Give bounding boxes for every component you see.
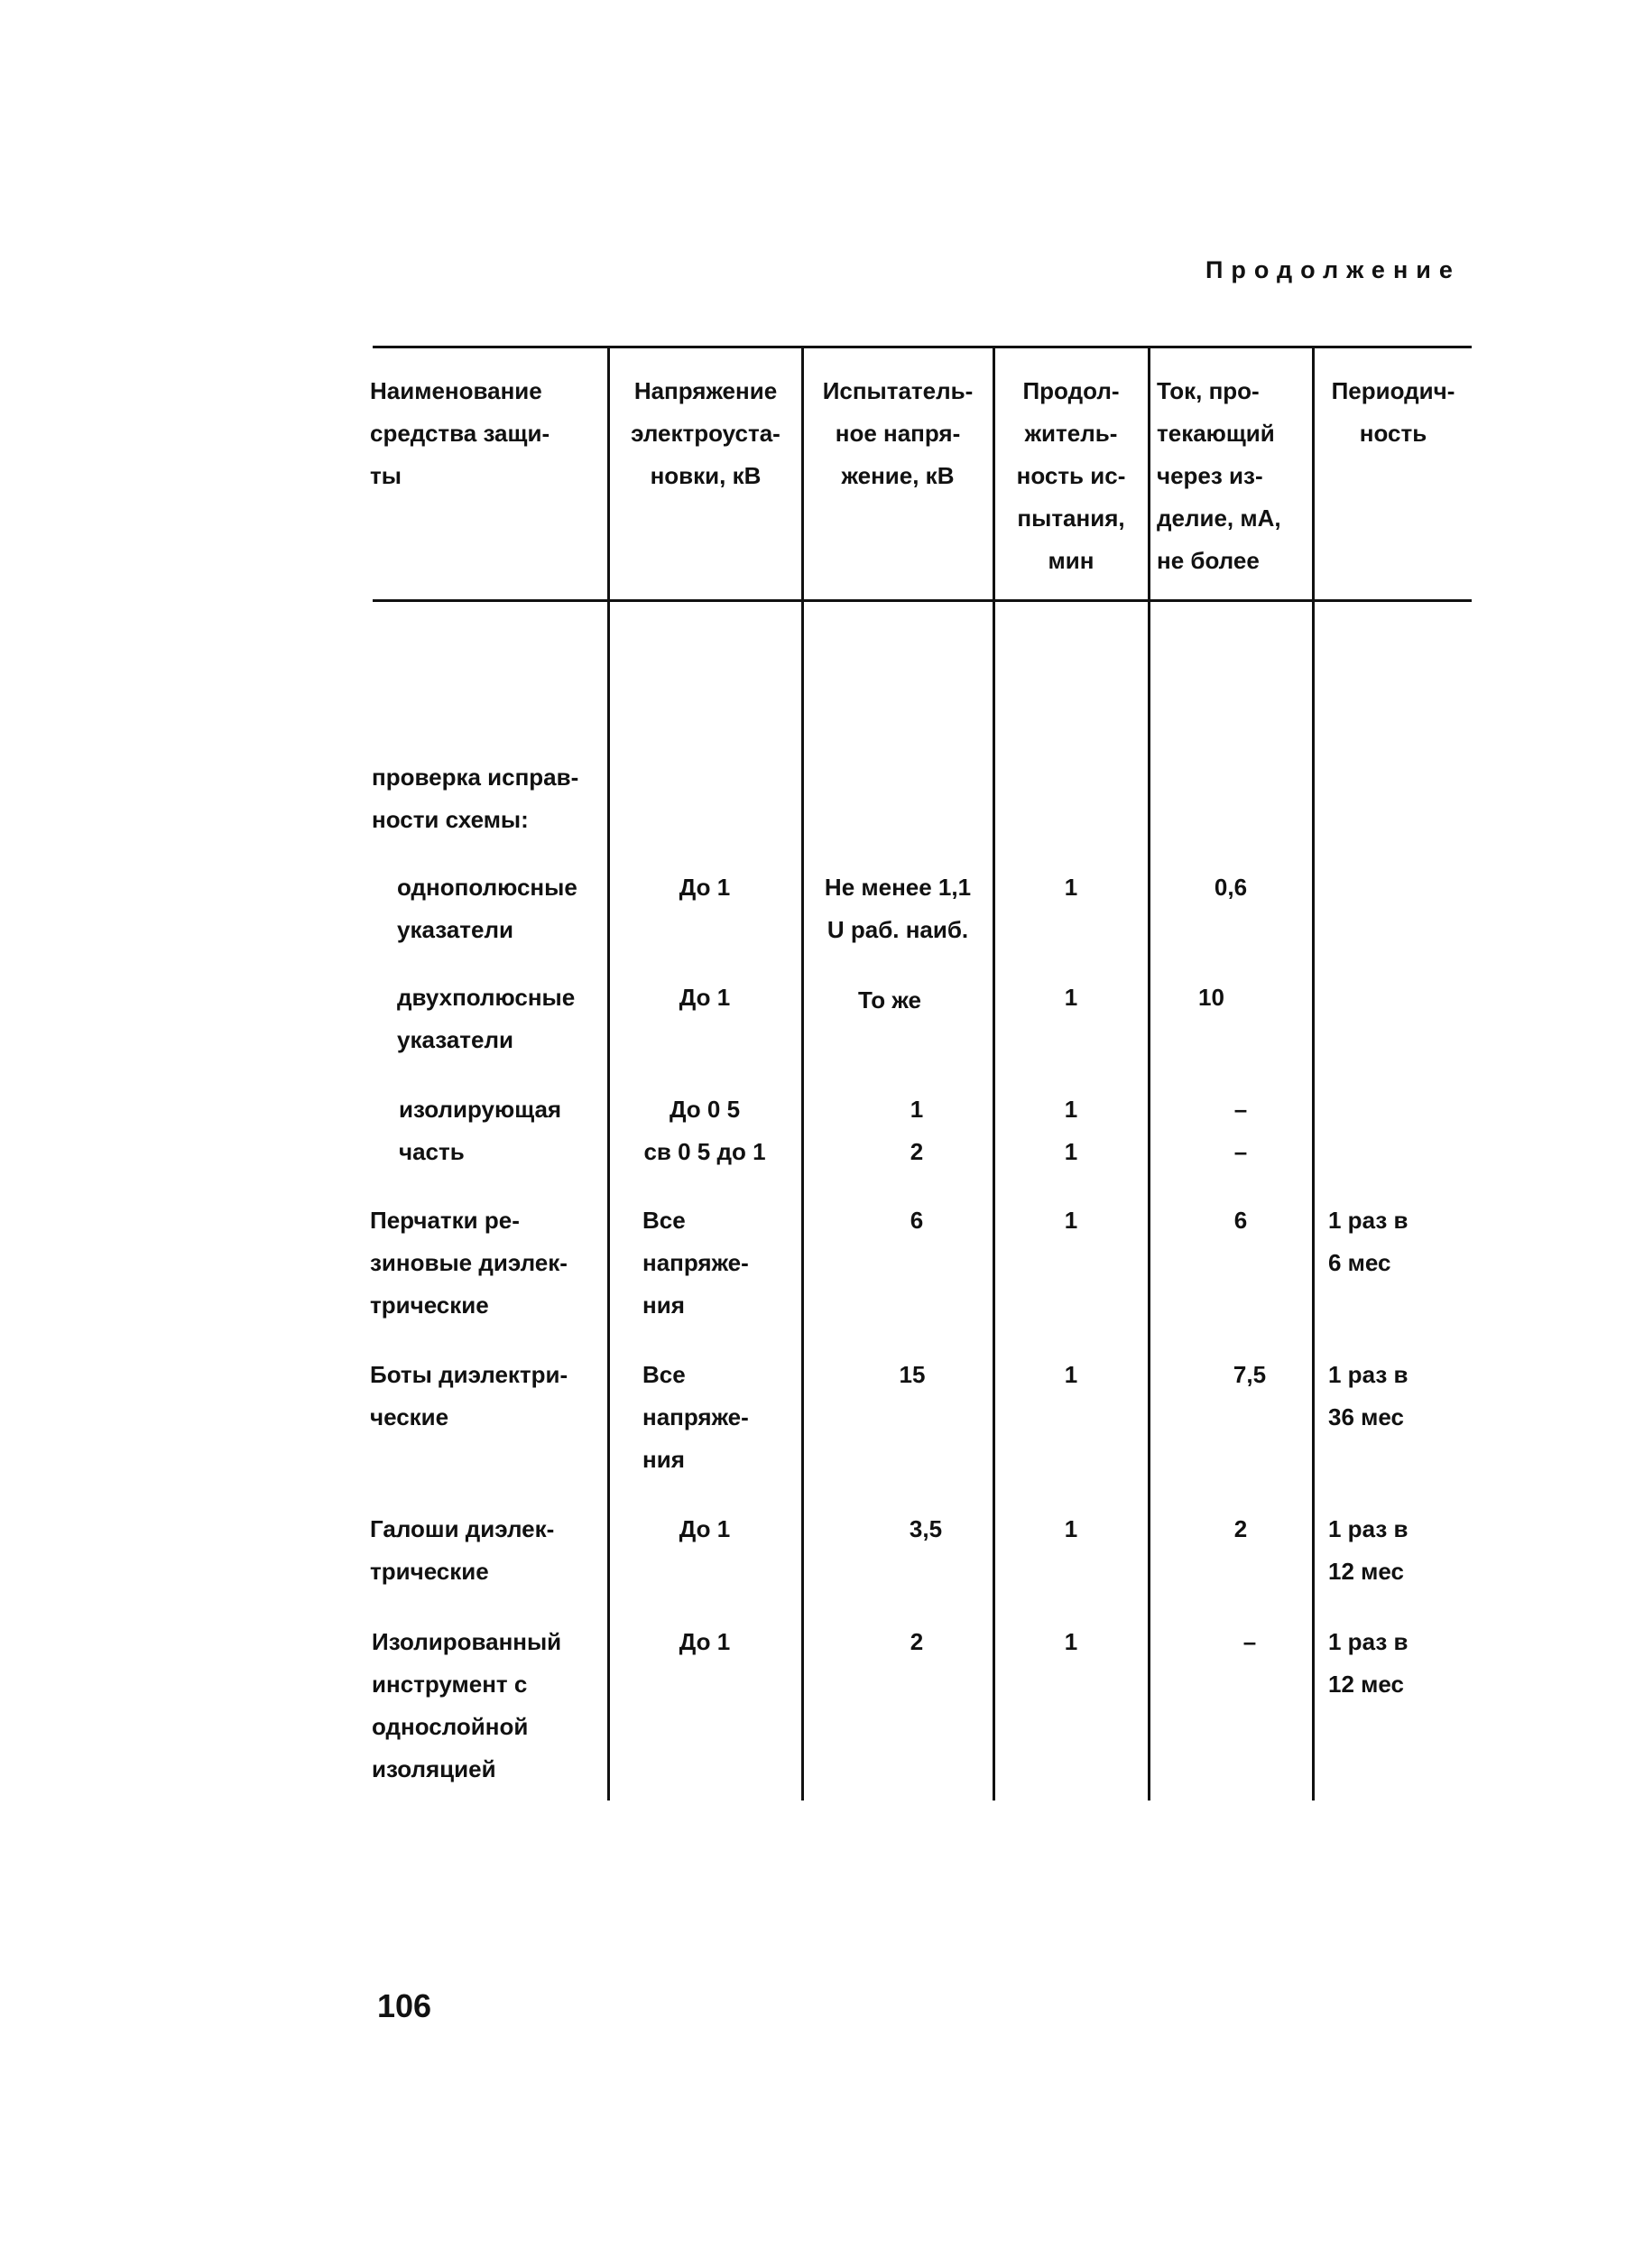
row-bipolar-duration: 1 (1064, 984, 1078, 1011)
row-boots-name: Боты диэлектри- ческие (370, 1361, 568, 1430)
header-bottom-rule (373, 599, 1472, 602)
row-tool-name: Изолированный инструмент с однослойной изоляцией (372, 1628, 562, 1782)
header-period: Периодич- ность (1331, 377, 1455, 447)
row-tool-period: 1 раз в 12 мес (1328, 1628, 1408, 1698)
row-bipolar-current: 10 (1198, 984, 1224, 1011)
row-unipolar-test-voltage: Не менее 1,1 U раб. наиб. (824, 874, 972, 943)
header-duration: Продол- житель- ность ис- пытания, мин (1016, 377, 1126, 574)
page-number: 106 (377, 1987, 432, 2024)
table-top-rule (373, 346, 1472, 348)
row-bipolar-test-voltage: То же (858, 986, 921, 1014)
column-divider (1148, 347, 1150, 1801)
row-boots-current: 7,5 (1233, 1361, 1267, 1388)
row-galoshes-name: Галоши диэлек- трические (370, 1515, 555, 1585)
row-gloves-voltage: Все напряже- ния (642, 1207, 749, 1319)
row-boots-test-voltage: 15 (899, 1361, 926, 1388)
row-tool-voltage: До 1 (679, 1628, 731, 1655)
row-insulating-current: – – (1233, 1096, 1248, 1165)
column-divider (1312, 347, 1315, 1801)
row-unipolar-name: однополюсные указатели (397, 874, 577, 943)
row-galoshes-duration: 1 (1064, 1515, 1078, 1542)
row-galoshes-current: 2 (1233, 1515, 1248, 1542)
row-insulating-test-voltage: 1 2 (910, 1096, 924, 1165)
row-boots-duration: 1 (1064, 1361, 1078, 1388)
row-insulating-voltage: До 0 5 св 0 5 до 1 (643, 1096, 766, 1165)
row-unipolar-current: 0,6 (1214, 874, 1248, 901)
row-gloves-duration: 1 (1064, 1207, 1078, 1234)
column-divider (993, 347, 995, 1801)
row-bipolar-name: двухполюсные указатели (397, 984, 576, 1053)
row-tool-test-voltage: 2 (910, 1628, 924, 1655)
row-galoshes-voltage: До 1 (679, 1515, 731, 1542)
row-gloves-name: Перчатки ре- зиновые диэлек- трические (370, 1207, 568, 1319)
row-gloves-period: 1 раз в 6 мес (1328, 1207, 1408, 1276)
row-unipolar-duration: 1 (1064, 874, 1078, 901)
row-insulating-name: изолирующая часть (399, 1096, 562, 1165)
row-gloves-test-voltage: 6 (910, 1207, 924, 1234)
header-test-voltage: Испытатель- ное напря- жение, кВ (822, 377, 974, 489)
row-boots-period: 1 раз в 36 мес (1328, 1361, 1408, 1430)
row-insulating-duration: 1 1 (1064, 1096, 1078, 1165)
row-tool-duration: 1 (1064, 1628, 1078, 1655)
row-galoshes-test-voltage: 3,5 (909, 1515, 943, 1542)
column-divider (607, 347, 610, 1801)
column-divider (801, 347, 804, 1801)
header-name: Наименование средства защи- ты (370, 377, 550, 489)
continuation-label: Продолжение (1205, 256, 1461, 283)
row-galoshes-period: 1 раз в 12 мес (1328, 1515, 1408, 1585)
row-boots-voltage: Все напряже- ния (642, 1361, 749, 1473)
header-voltage: Напряжение электроуста- новки, кВ (631, 377, 780, 489)
row-bipolar-voltage: До 1 (679, 984, 731, 1011)
row-tool-current: – (1242, 1628, 1257, 1655)
header-current: Ток, про- текающий через из- делие, мА, не более (1157, 377, 1281, 574)
row-unipolar-voltage: До 1 (679, 874, 731, 901)
row-gloves-current: 6 (1233, 1207, 1248, 1234)
row-check-name: проверка исправ- ности схемы: (372, 764, 579, 833)
